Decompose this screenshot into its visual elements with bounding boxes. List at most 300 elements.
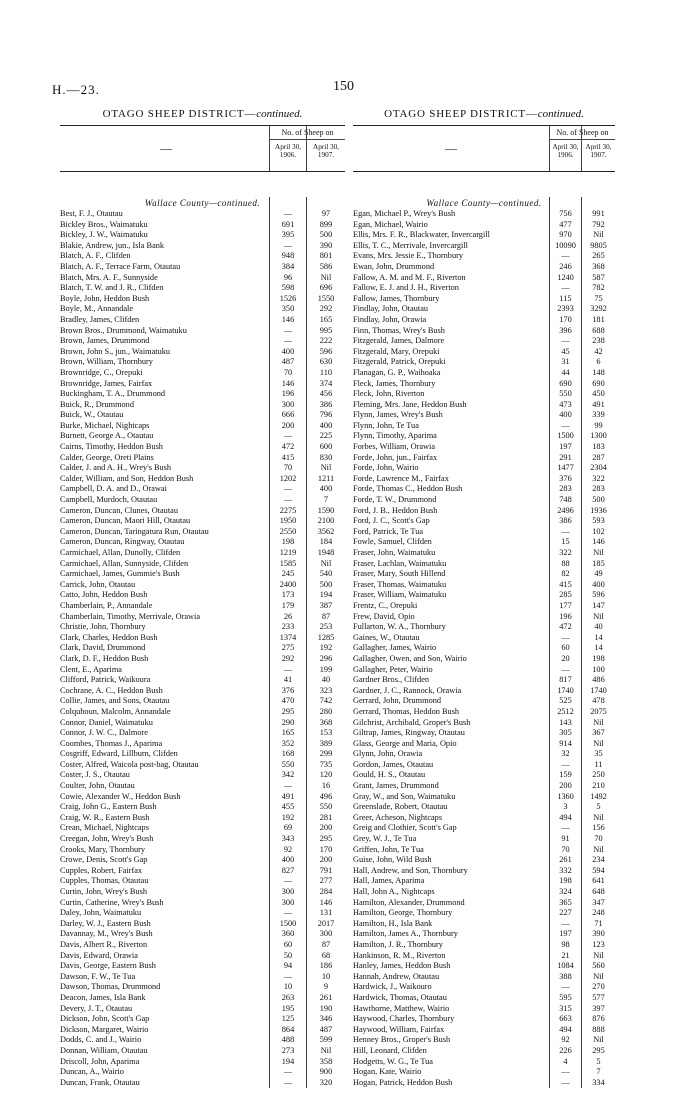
table-row	[60, 495, 345, 506]
owner-name-cell: Crooks, Mary, Thornbury	[60, 844, 146, 854]
sheep-1906-cell: —	[561, 823, 570, 833]
table-row	[60, 728, 345, 739]
header-dash: —	[445, 141, 457, 155]
row-list	[60, 209, 345, 1088]
sheep-1906-cell: 472	[281, 442, 295, 452]
owner-name-cell: Cameron, Duncan, Ringway, Otautau	[60, 537, 185, 547]
sheep-1907-cell: 791	[319, 865, 333, 875]
owner-name-cell: Flynn, Timothy, Aparima	[353, 431, 437, 441]
sheep-1906-cell: 273	[281, 1045, 295, 1055]
table-row	[353, 273, 615, 284]
sheep-1906-cell: 283	[559, 484, 572, 494]
sheep-1907-cell: Nil	[320, 1045, 332, 1055]
table-row	[353, 241, 615, 252]
table-row	[353, 548, 615, 559]
sheep-1906-cell: 31	[561, 357, 570, 367]
owner-name-cell: Hankinson, R. M., Riverton	[353, 950, 446, 960]
sheep-1907-cell: 99	[594, 420, 603, 430]
sheep-1907-cell: 153	[319, 728, 333, 738]
owner-name-cell: Gray, W., and Son, Waimatuku	[353, 791, 456, 801]
owner-name-cell: Cameron, Duncan, Clunes, Otautau	[60, 505, 178, 515]
owner-name-cell: Brown, John S., jun., Waimatuku	[60, 346, 171, 356]
sheep-1907-cell: 35	[594, 749, 603, 759]
table-row	[353, 304, 615, 315]
table-row	[353, 887, 615, 898]
sheep-1907-cell: Nil	[593, 717, 604, 727]
sheep-1907-cell: 587	[592, 272, 605, 282]
sheep-1907-cell: 339	[592, 410, 605, 420]
table-header	[60, 125, 345, 172]
sheep-1907-cell: 400	[319, 484, 333, 494]
sheep-1906-cell: 96	[283, 272, 293, 282]
owner-name-cell: Fraser, Thomas, Waimatuku	[353, 579, 447, 589]
table-row	[353, 855, 615, 866]
table-row	[60, 1025, 345, 1036]
owner-name-cell: Devery, J. T., Otautau	[60, 1003, 133, 1013]
sheep-1907-cell: Nil	[593, 548, 604, 557]
table-row	[353, 908, 615, 919]
sheep-1906-cell: 295	[281, 706, 295, 716]
sheep-1907-cell: 596	[319, 346, 333, 356]
sheep-1906-cell: 226	[559, 1045, 572, 1055]
sheep-1906-cell: 666	[281, 410, 295, 420]
table-row	[60, 696, 345, 707]
table-row	[353, 484, 615, 495]
table-row	[353, 410, 615, 421]
sheep-1906-cell: —	[283, 876, 293, 886]
sheep-1906-cell: 487	[281, 357, 295, 367]
table-row	[60, 760, 345, 771]
sheep-1906-cell: 70	[283, 367, 293, 377]
sheep-1906-cell: 350	[281, 304, 295, 314]
owner-name-cell: Blakie, Andrew, jun., Isla Bank	[60, 240, 165, 250]
sheep-1907-cell: 320	[319, 1077, 333, 1087]
sheep-1906-cell: 400	[281, 346, 295, 356]
sheep-1907-cell: 295	[592, 1045, 605, 1055]
table-row	[353, 590, 615, 601]
sheep-1906-cell: 285	[559, 590, 572, 600]
sheep-1907-cell: 11	[594, 759, 603, 769]
sheep-1906-cell: 914	[559, 738, 572, 748]
sheep-on-header: No. of Sheep on	[550, 128, 615, 140]
sheep-1907-cell: 7	[323, 495, 329, 505]
owner-name-cell: Burnett, George A., Otautau	[60, 431, 154, 441]
table-row	[353, 442, 615, 453]
column-title-continued: continued.	[256, 108, 303, 120]
sheep-1907-cell: 194	[319, 590, 333, 600]
owner-name-cell: Campbell, D. A. and D., Orawai	[60, 484, 167, 494]
owner-name-cell: Carmichael, Allan, Sunnyside, Clifden	[60, 558, 189, 568]
table-row	[60, 559, 345, 570]
sheep-1906-cell: 817	[559, 675, 572, 685]
table-row	[60, 442, 345, 453]
owner-name-cell: Ewan, John, Drummond	[353, 261, 435, 271]
sheep-1907-cell: 368	[592, 261, 605, 271]
table-row	[353, 802, 615, 813]
column-rule	[269, 126, 270, 171]
owner-name-cell: Forbes, William, Orawia	[353, 442, 436, 452]
column-rule	[549, 126, 550, 171]
sheep-1907-cell: 280	[319, 706, 333, 716]
sheep-1907-cell: 97	[321, 209, 331, 218]
owner-name-cell: Forde, Thomas C., Heddon Bush	[353, 484, 463, 494]
owner-name-cell: Egan, Michael, Wairio	[353, 219, 428, 229]
sheep-1906-cell: —	[561, 420, 570, 430]
table-row	[60, 548, 345, 559]
sheep-1907-cell: Nil	[320, 272, 332, 282]
sheep-1906-cell: 494	[559, 1024, 572, 1034]
sheep-1907-cell: 200	[319, 823, 333, 833]
table-row	[60, 845, 345, 856]
table-row	[60, 527, 345, 538]
sheep-1907-cell: 500	[319, 230, 333, 240]
table-row	[60, 1046, 345, 1057]
sheep-1906-cell: —	[561, 632, 570, 642]
table-row	[353, 866, 615, 877]
sheep-1906-cell: 550	[559, 389, 572, 399]
sheep-1906-cell: 756	[559, 209, 572, 218]
sheep-1906-cell: 2400	[279, 579, 297, 589]
owner-name-cell: Gallagher, Owen, and Son, Wairio	[353, 653, 467, 663]
table-row	[353, 463, 615, 474]
sheep-1906-cell: 1084	[557, 961, 574, 971]
sheep-1907-cell: 248	[592, 908, 605, 918]
sheep-1907-cell: 5	[596, 1056, 601, 1066]
table-row	[60, 569, 345, 580]
table-row	[353, 315, 615, 326]
sheep-1907-cell: 346	[319, 1014, 333, 1024]
sheep-1907-cell: 238	[592, 336, 605, 346]
owner-name-cell: Calder, William, and Son, Heddon Bush	[60, 473, 194, 483]
sheep-1907-cell: Nil	[593, 950, 604, 960]
table-row	[353, 622, 615, 633]
sheep-1906-cell: —	[561, 1067, 570, 1077]
table-row	[353, 453, 615, 464]
table-row	[60, 273, 345, 284]
owner-name-cell: Blatch, A. F., Terrace Farm, Otautau	[60, 261, 181, 271]
table-row	[353, 728, 615, 739]
sheep-1906-cell: 92	[561, 1035, 570, 1045]
owner-name-cell: Hogan, Kate, Wairio	[353, 1067, 422, 1077]
table-row	[353, 516, 615, 527]
owner-name-cell: Forde, Lawrence M., Fairfax	[353, 473, 449, 483]
sheep-1906-cell: 376	[281, 685, 295, 695]
sheep-1907-cell: 102	[592, 526, 605, 536]
sheep-1907-cell: 500	[319, 579, 333, 589]
owner-name-cell: Grant, James, Drummond	[353, 781, 439, 791]
table-row	[353, 220, 615, 231]
owner-name-cell: Duncan, Frank, Otautau	[60, 1077, 140, 1087]
table-row	[60, 940, 345, 951]
table-row	[353, 368, 615, 379]
sheep-1907-cell: 40	[321, 675, 331, 685]
sheep-1907-cell: 367	[592, 728, 605, 738]
sheep-1906-cell: 415	[281, 452, 295, 462]
sheep-1906-cell: 2512	[557, 706, 574, 716]
owner-name-cell: Flynn, John, Te Tua	[353, 420, 419, 430]
table-row	[353, 834, 615, 845]
sheep-1907-cell: 281	[319, 812, 333, 822]
owner-name-cell: Fowle, Samuel, Clifden	[353, 537, 432, 547]
sheep-1907-cell: Nil	[593, 738, 604, 748]
sheep-1907-cell: 742	[319, 696, 333, 706]
owner-name-cell: Ford, J. C., Scott's Gap	[353, 516, 430, 526]
owner-name-cell: Dawson, Thomas, Drummond	[60, 982, 161, 992]
sheep-1906-cell: —	[283, 971, 293, 981]
sheep-1907-cell: 14	[594, 632, 603, 642]
right-column	[353, 108, 615, 1088]
sheep-1906-cell: 200	[281, 420, 295, 430]
owner-name-cell: Best, F. J., Otautau	[60, 209, 123, 218]
owner-name-cell: Hill, Leonard, Clifden	[353, 1045, 427, 1055]
sheep-1906-cell: 70	[283, 463, 293, 473]
owner-name-cell: Haywood, William, Fairfax	[353, 1024, 445, 1034]
sheep-1907-cell: 486	[592, 675, 605, 685]
owner-name-cell: Fallow, A. M. and M. F., Riverton	[353, 272, 466, 282]
owner-name-cell: Gallagher, Peter, Wairio	[353, 664, 433, 674]
sheep-1907-cell: 165	[319, 314, 333, 324]
sheep-1906-cell: 343	[281, 834, 295, 844]
owner-name-cell: Hodgetts, W. G., Te Tua	[353, 1056, 433, 1066]
column-title-continued: continued.	[537, 108, 584, 120]
owner-name-cell: Dickson, John, Scott's Gap	[60, 1014, 150, 1024]
sheep-1907-cell: 120	[319, 770, 333, 780]
sheep-1907-cell: Nil	[320, 558, 332, 568]
sheep-1907-cell: 323	[319, 685, 333, 695]
table-row	[353, 326, 615, 337]
sheep-1906-cell: 400	[559, 410, 572, 420]
sheep-1906-cell: 384	[281, 261, 295, 271]
table-row	[353, 1025, 615, 1036]
sheep-1906-cell: 197	[559, 929, 572, 939]
sheep-1907-cell: 300	[319, 929, 333, 939]
table-row	[353, 707, 615, 718]
sheep-1906-cell: 400	[281, 855, 295, 865]
sheep-1907-cell: 9805	[590, 240, 607, 250]
owner-name-cell: Clark, Charles, Heddon Bush	[60, 632, 158, 642]
page-reference: H.—23.	[52, 82, 100, 97]
sheep-1906-cell: 146	[281, 378, 295, 388]
table-row	[353, 1014, 615, 1025]
table-row	[60, 262, 345, 273]
table-row	[60, 336, 345, 347]
table-row	[60, 792, 345, 803]
sheep-1906-cell: 864	[281, 1024, 295, 1034]
table-row	[60, 590, 345, 601]
sheep-1907-cell: 198	[592, 653, 605, 663]
sheep-1907-cell: 170	[319, 844, 333, 854]
sheep-1907-cell: 400	[592, 579, 605, 589]
owner-name-cell: Buick, R., Drummond	[60, 399, 134, 409]
year-1906-header: April 30, 1906.	[552, 143, 579, 160]
owner-name-cell: Connor, J. W. C., Dalmore	[60, 728, 148, 738]
sheep-1907-cell: 234	[592, 855, 605, 865]
owner-name-cell: Frentz, C., Orepuki	[353, 600, 418, 610]
sheep-1907-cell: 397	[592, 1003, 605, 1013]
sheep-1907-cell: 295	[319, 834, 333, 844]
sheep-1907-cell: 199	[319, 664, 333, 674]
sheep-1906-cell: 395	[281, 230, 295, 240]
sheep-1907-cell: 181	[592, 314, 605, 324]
owner-name-cell: Carmichael, James, Gummie's Bush	[60, 569, 180, 579]
sheep-1907-cell: 577	[592, 992, 605, 1002]
sheep-1907-cell: 550	[319, 802, 333, 812]
sheep-1906-cell: 1526	[279, 293, 297, 303]
sheep-1906-cell: 1585	[279, 558, 297, 568]
owner-name-cell: Hannah, Andrew, Otautau	[353, 971, 440, 981]
owner-name-cell: Fraser, William, Waimatuku	[353, 590, 447, 600]
sheep-1907-cell: 292	[319, 304, 333, 314]
table-row	[353, 251, 615, 262]
sheep-1907-cell: 387	[319, 600, 333, 610]
table-row	[353, 421, 615, 432]
sheep-1907-cell: 49	[594, 569, 603, 579]
sheep-1907-cell: 100	[592, 664, 605, 674]
sheep-1907-cell: 147	[592, 600, 605, 610]
owner-name-cell: Clifford, Patrick, Waikoura	[60, 675, 151, 685]
sheep-1907-cell: 390	[319, 240, 333, 250]
table-row	[60, 718, 345, 729]
sheep-1906-cell: 595	[559, 992, 572, 1002]
sheep-1907-cell: Nil	[593, 844, 604, 854]
sheep-1906-cell: 1219	[279, 548, 297, 557]
owner-name-cell: Connor, Daniel, Waimatuku	[60, 717, 153, 727]
table-row	[60, 813, 345, 824]
owner-name-cell: Hamilton, J. R., Thornbury	[353, 939, 443, 949]
owner-name-cell: Bradley, James, Clifden	[60, 314, 140, 324]
sheep-1906-cell: 388	[559, 971, 572, 981]
sheep-1907-cell: 70	[594, 834, 603, 844]
sheep-1906-cell: 292	[281, 653, 295, 663]
owner-name-cell: Chamberlain, P., Annandale	[60, 600, 153, 610]
sheep-1906-cell: 246	[559, 261, 572, 271]
table-row	[353, 389, 615, 400]
sheep-1906-cell: 300	[281, 399, 295, 409]
sheep-1907-cell: 5	[596, 802, 601, 812]
owner-name-cell: Coombes, Thomas J., Aparima	[60, 738, 163, 748]
owner-name-cell: Crean, Michael, Nightcaps	[60, 823, 149, 833]
sheep-1906-cell: 45	[561, 346, 570, 356]
owner-name-cell: Flynn, James, Wrey's Bush	[353, 410, 443, 420]
sheep-1906-cell: 21	[561, 950, 570, 960]
table-row	[60, 770, 345, 781]
owner-name-cell: Hall, John A., Nightcaps	[353, 887, 435, 896]
sheep-1906-cell: 233	[281, 622, 295, 632]
section-heading: Wallace County—continued.	[144, 198, 261, 208]
owner-name-cell: Greenslade, Robert, Otautau	[353, 802, 448, 812]
table-row	[353, 781, 615, 792]
owner-name-cell: Davannay, M., Wrey's Bush	[60, 929, 153, 939]
owner-name-cell: Cameron, Duncan, Maori Hill, Otautau	[60, 516, 191, 526]
table-row	[60, 326, 345, 337]
left-column	[60, 108, 345, 1088]
owner-name-cell: Duncan, A., Wairio	[60, 1067, 124, 1077]
sheep-1907-cell: 186	[319, 961, 333, 971]
sheep-1907-cell: 991	[592, 209, 605, 218]
table-row	[353, 929, 615, 940]
owner-name-cell: Cochrane, A. C., Heddon Bush	[60, 685, 163, 695]
owner-name-cell: Crowe, Denis, Scott's Gap	[60, 855, 148, 865]
table-row	[353, 1057, 615, 1068]
table-row	[60, 230, 345, 241]
sheep-1906-cell: —	[561, 1077, 570, 1087]
sheep-1907-cell: 6	[596, 357, 601, 367]
owner-name-cell: Catto, John, Heddon Bush	[60, 590, 148, 600]
table-row	[353, 696, 615, 707]
table-row	[60, 389, 345, 400]
sheep-1906-cell: —	[283, 495, 293, 505]
sheep-1907-cell: 200	[319, 855, 333, 865]
owner-name-cell: Calder, George, Oreti Plains	[60, 452, 154, 462]
sheep-1907-cell: 225	[319, 431, 333, 441]
table-row	[353, 262, 615, 273]
sheep-1906-cell: —	[561, 982, 570, 992]
owner-name-cell: Finn, Thomas, Wrey's Bush	[353, 325, 445, 335]
sheep-1907-cell: 593	[592, 516, 605, 526]
sheep-1907-cell: 148	[592, 367, 605, 377]
sheep-1906-cell: 92	[283, 844, 293, 854]
table-row	[353, 675, 615, 686]
table-body	[60, 197, 345, 1088]
sheep-1906-cell: 365	[559, 897, 572, 907]
table-row	[353, 580, 615, 591]
table-row	[353, 898, 615, 909]
page-number: 150	[333, 79, 354, 94]
sheep-1906-cell: 1360	[557, 791, 574, 801]
sheep-1907-cell: 146	[592, 537, 605, 547]
column-title-main: OTAGO SHEEP DISTRICT—	[102, 108, 257, 120]
sheep-1906-cell: 415	[559, 579, 572, 589]
sheep-1906-cell: 470	[281, 696, 295, 706]
sheep-1906-cell: 197	[559, 442, 572, 452]
sheep-1906-cell: 198	[281, 537, 295, 547]
sheep-1906-cell: 165	[281, 728, 295, 738]
table-row	[353, 294, 615, 305]
table-row	[353, 823, 615, 834]
table-row	[60, 537, 345, 548]
sheep-1907-cell: 192	[319, 643, 333, 653]
sheep-1906-cell: 198	[559, 876, 572, 886]
owner-name-cell: Henney Bros., Groper's Bush	[353, 1035, 451, 1045]
sheep-1906-cell: —	[283, 209, 293, 218]
table-row	[353, 940, 615, 951]
sheep-1906-cell: —	[561, 918, 570, 928]
table-row	[60, 919, 345, 930]
sheep-1907-cell: 690	[592, 378, 605, 388]
sheep-1906-cell: —	[283, 664, 293, 674]
sheep-1906-cell: 1374	[279, 632, 297, 642]
table-row	[353, 993, 615, 1004]
table-row	[353, 718, 615, 729]
sheep-1906-cell: 2550	[279, 526, 297, 536]
table-header	[353, 125, 615, 172]
sheep-1906-cell: 1202	[279, 473, 297, 483]
table-row	[60, 209, 345, 220]
sheep-1907-cell: 792	[592, 219, 605, 229]
sheep-1907-cell: 641	[592, 876, 605, 886]
sheep-1907-cell: 87	[321, 611, 331, 621]
table-row	[60, 1067, 345, 1078]
sheep-1907-cell: 2017	[317, 918, 335, 928]
table-row	[60, 1035, 345, 1046]
owner-name-cell: Boyle, M., Annandale	[60, 304, 134, 314]
sheep-1906-cell: 41	[283, 675, 293, 685]
owner-name-cell: Clark, David, Drummond	[60, 643, 146, 653]
sheep-1907-cell: 782	[592, 283, 605, 293]
column-rule	[306, 126, 307, 171]
sheep-1907-cell: 586	[319, 261, 333, 271]
table-row	[60, 1014, 345, 1025]
